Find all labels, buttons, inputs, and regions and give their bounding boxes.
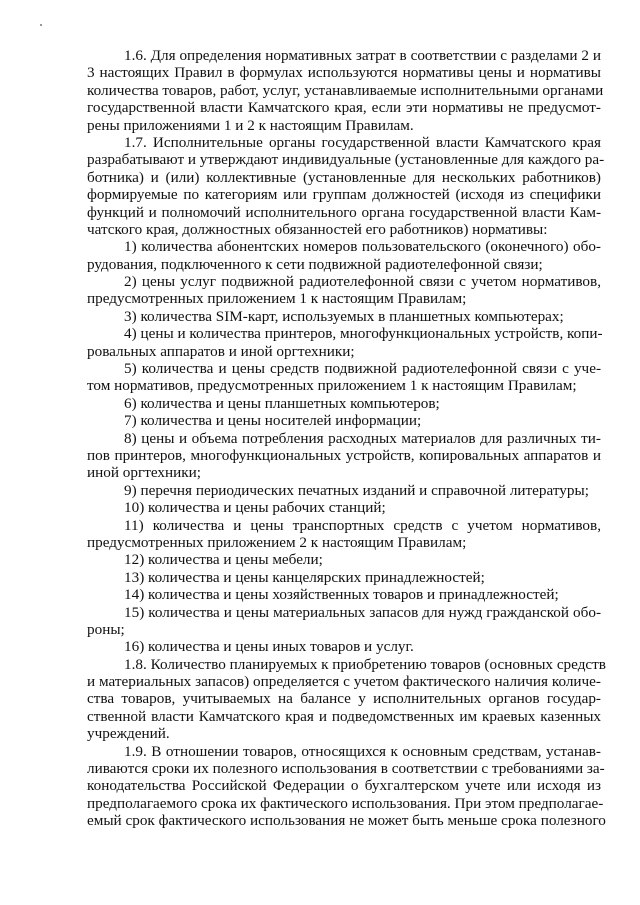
text-line: 9) перечня периодических печатных изданий и справочной литературы; bbox=[124, 481, 589, 499]
text-line: ровальных аппаратов и иной оргтехники; bbox=[87, 342, 355, 360]
text-line: 1) количества абонентских номеров пользовательского (оконечного) обо- bbox=[124, 238, 601, 256]
text-line: предполагаемого срока их фактического использования. При этом предполагае- bbox=[87, 794, 604, 812]
text-line: формируемые по категориям или группам должностей (исходя из специфики bbox=[87, 186, 601, 204]
text-line: и материальных запасов) определяется с учетом фактического наличия количе- bbox=[87, 673, 601, 691]
text-line: 10) количества и цены рабочих станций; bbox=[124, 499, 386, 517]
text-line: роны; bbox=[87, 620, 125, 638]
text-line: рены приложениями 1 и 2 к настоящим Правилам. bbox=[87, 116, 414, 134]
text-line: 14) количества и цены хозяйственных товаров и принадлежностей; bbox=[124, 586, 559, 604]
text-line: функций и полномочий исполнительного органа государственной власти Кам- bbox=[87, 203, 601, 221]
text-line: разрабатывают и утверждают индивидуальные (установленные для каждого ра- bbox=[87, 151, 605, 169]
text-line: учреждений. bbox=[87, 725, 170, 743]
text-line: 5) количества и цены средств подвижной радиотелефонной связи с уче- bbox=[124, 360, 601, 378]
text-line: государственной власти Камчатского края, если эти нормативы не предусмот- bbox=[87, 99, 601, 117]
text-line: количества товаров, работ, услуг, устанавливаемые исполнительными органами bbox=[87, 81, 604, 99]
document-body bbox=[87, 47, 606, 830]
text-line: рудования, подключенного к сети подвижной радиотелефонной связи; bbox=[87, 255, 543, 273]
text-line: 3) количества SIM-карт, используемых в планшетных компьютерах; bbox=[124, 307, 564, 325]
text-line: 12) количества и цены мебели; bbox=[124, 551, 323, 569]
text-line: 7) количества и цены носителей информации; bbox=[124, 412, 422, 430]
text-line: 13) количества и цены канцелярских принадлежностей; bbox=[124, 568, 485, 586]
text-line: 1.9. В отношении товаров, относящихся к основным средствам, устанав- bbox=[124, 742, 601, 760]
text-line: ства товаров, учитываемых на балансе у исполнительных органов государ- bbox=[87, 690, 601, 708]
text-line: 1.7. Исполнительные органы государственной власти Камчатского края bbox=[124, 133, 601, 151]
text-line: 11) количества и цены транспортных средств с учетом нормативов, bbox=[124, 516, 601, 534]
text-line: 15) количества и цены материальных запасов для нужд гражданской обо- bbox=[124, 603, 601, 621]
text-line: 4) цены и количества принтеров, многофункциональных устройств, копи- bbox=[124, 325, 603, 343]
text-line: 8) цены и объема потребления расходных материалов для различных ти- bbox=[124, 429, 601, 447]
text-line: иной оргтехники; bbox=[87, 464, 201, 482]
text-line: 16) количества и цены иных товаров и услуг. bbox=[124, 638, 414, 656]
text-line: ливаются сроки их полезного использования в соответствии с требованиями за- bbox=[87, 760, 605, 778]
text-line: конодательства Российской Федерации о бухгалтерском учете или исходя из bbox=[87, 777, 601, 795]
text-line: предусмотренных приложением 2 к настоящим Правилам; bbox=[87, 533, 467, 551]
text-line: предусмотренных приложением 1 к настоящим Правилам; bbox=[87, 290, 467, 308]
text-line: 2) цены услуг подвижной радиотелефонной связи с учетом нормативов, bbox=[124, 273, 601, 291]
text-line: 1.8. Количество планируемых к приобретению товаров (основных средств bbox=[124, 655, 606, 673]
text-line: пов принтеров, многофункциональных устройств, копировальных аппаратов и bbox=[87, 446, 601, 464]
text-line: чатского края, должностных обязанностей его работников) нормативы: bbox=[87, 220, 548, 238]
text-line: 6) количества и цены планшетных компьютеров; bbox=[124, 394, 440, 412]
text-line: том нормативов, предусмотренных приложением 1 к настоящим Правилам; bbox=[87, 377, 577, 395]
text-line: 1.6. Для определения нормативных затрат в соответствии с разделами 2 и bbox=[124, 47, 601, 64]
text-line: 3 настоящих Правил в формулах используются нормативы цены и нормативы bbox=[87, 64, 601, 82]
text-line: емый срок фактического использования не может быть меньше срока полезного bbox=[87, 812, 606, 830]
text-line: ботника) и (или) коллективные (установленные для нескольких работников) bbox=[87, 168, 601, 186]
text-line: ственной власти Камчатского края и подведомственных им краевых казенных bbox=[87, 707, 601, 725]
scan-speck bbox=[40, 24, 42, 26]
